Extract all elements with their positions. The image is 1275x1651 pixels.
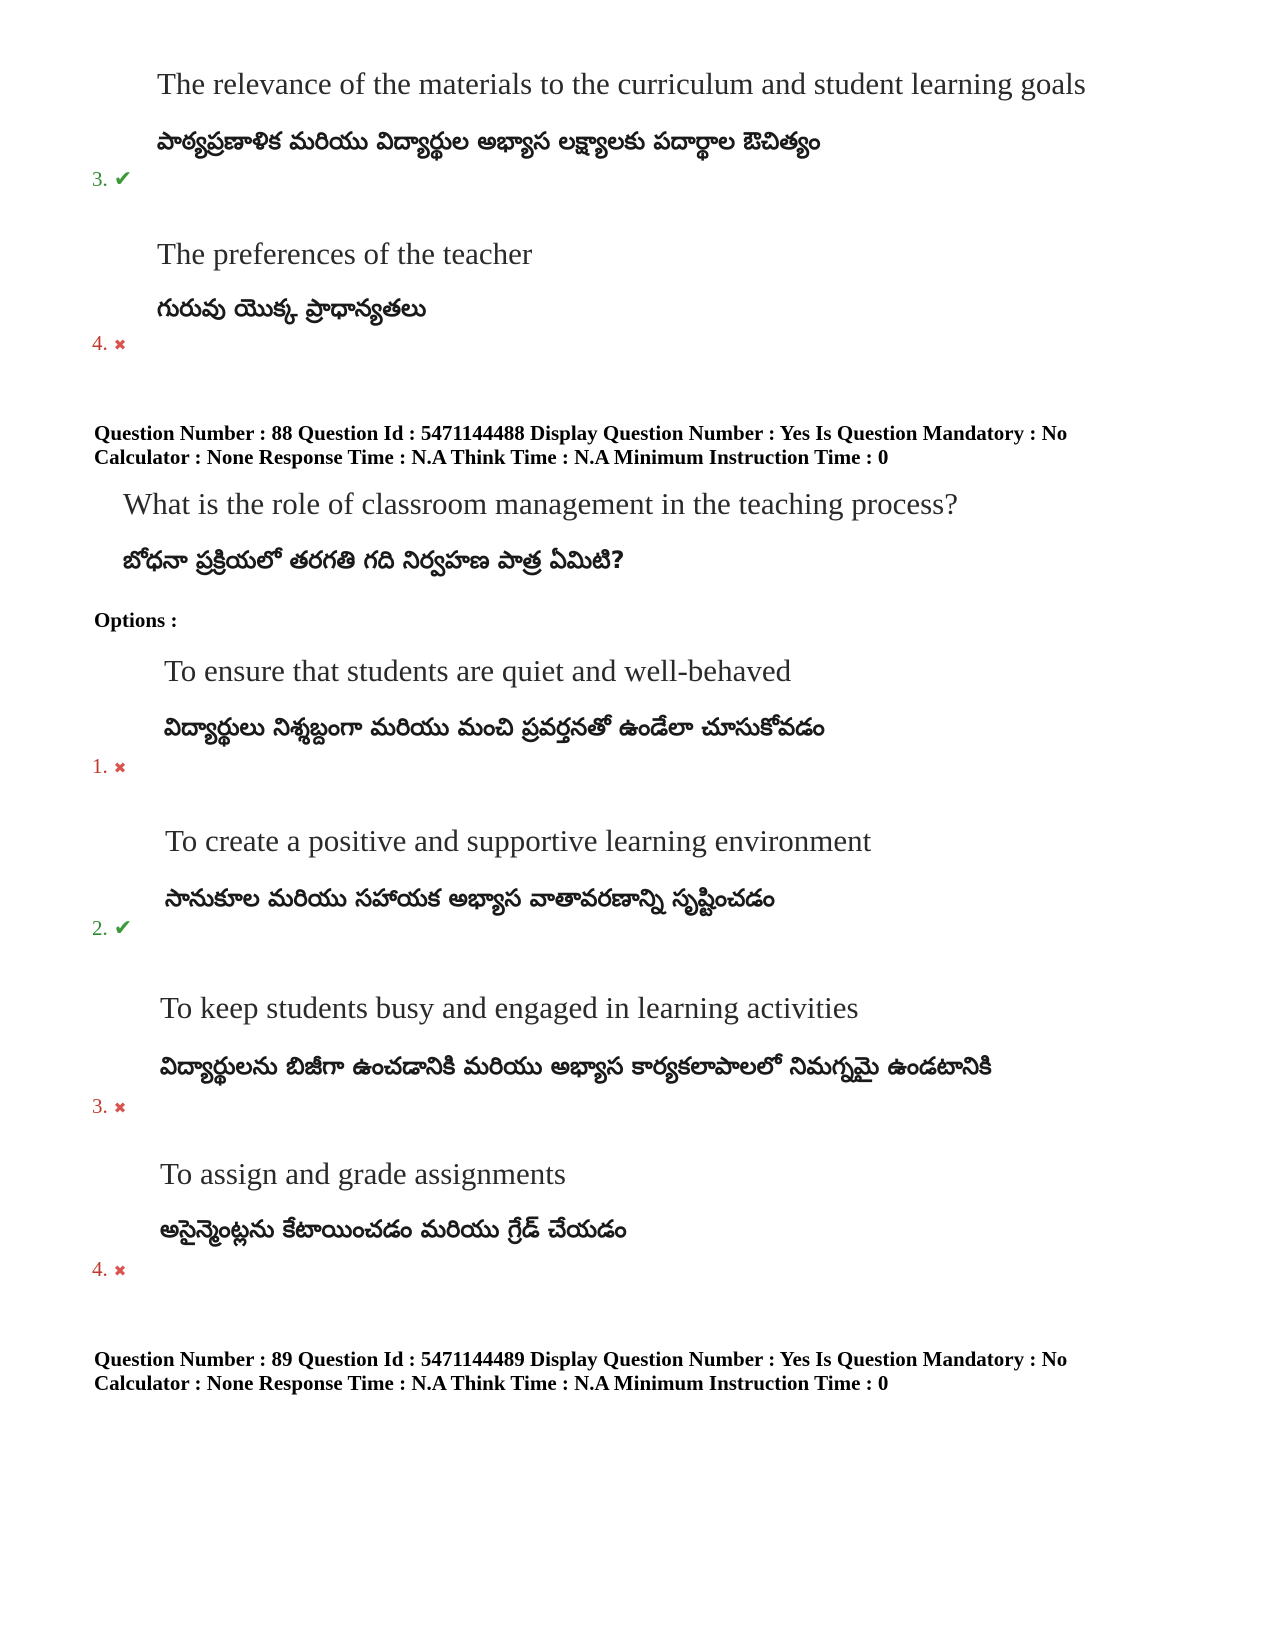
q88-option-2-english: To create a positive and supportive learning environment xyxy=(165,823,872,858)
cross-icon: ✖ xyxy=(113,759,127,777)
q88-option-4-telugu: అసైన్మెంట్లను కేటాయించడం మరియు గ్రేడ్ చేయడం xyxy=(160,1215,627,1243)
cross-icon: ✖ xyxy=(113,1099,127,1117)
question-88-meta-line2: Calculator : None Response Time : N.A Think Time : N.A Minimum Instruction Time : 0 xyxy=(94,445,889,469)
q88-option-1-english: To ensure that students are quiet and well-behaved xyxy=(164,653,792,688)
option-label-text: 3. xyxy=(92,167,108,191)
option-4-label xyxy=(92,331,126,356)
question-89-meta-line1: Question Number : 89 Question Id : 5471144489 Display Question Number : Yes Is Question Mandatory : No xyxy=(94,1347,1068,1371)
option-label-text: 3. xyxy=(92,1094,108,1118)
option-4-english: The preferences of the teacher xyxy=(157,236,533,271)
question-89-meta-line2: Calculator : None Response Time : N.A Think Time : N.A Minimum Instruction Time : 0 xyxy=(94,1371,889,1395)
q88-option-4-english: To assign and grade assignments xyxy=(160,1156,566,1191)
options-heading: Options : xyxy=(94,608,178,632)
q88-option-4-label xyxy=(92,1257,126,1282)
cross-icon: ✖ xyxy=(113,336,127,354)
option-label-text: 4. xyxy=(92,1257,108,1281)
q88-option-3-telugu: విద్యార్థులను బిజీగా ఉంచడానికి మరియు అభ్యాస కార్యకలాపాలలో నిమగ్నమై ఉండటానికి xyxy=(160,1052,992,1080)
option-label-text: 4. xyxy=(92,331,108,355)
q88-option-1-telugu: విద్యార్థులు నిశ్శబ్దంగా మరియు మంచి ప్రవర్తనతో ఉండేలా చూసుకోవడం xyxy=(164,713,825,741)
question-88-telugu: బోధనా ప్రక్రియలో తరగతి గది నిర్వహణ పాత్ర ఏమిటి? xyxy=(123,546,625,574)
q88-option-3-label xyxy=(92,1094,126,1119)
question-88-meta-line1: Question Number : 88 Question Id : 5471144488 Display Question Number : Yes Is Question Mandatory : No xyxy=(94,421,1068,445)
option-label-text: 2. xyxy=(92,916,108,940)
q88-option-3-english: To keep students busy and engaged in learning activities xyxy=(160,990,859,1025)
check-icon: ✔ xyxy=(113,167,133,192)
question-88-english: What is the role of classroom management in the teaching process? xyxy=(123,486,958,521)
option-3-telugu: పాఠ్యప్రణాళిక మరియు విద్యార్థుల అభ్యాస లక్ష్యాలకు పదార్థాల ఔచిత్యం xyxy=(157,127,821,155)
q88-option-2-label xyxy=(92,916,132,941)
option-label-text: 1. xyxy=(92,754,108,778)
option-4-telugu: గురువు యొక్క ప్రాధాన్యతలు xyxy=(157,294,427,322)
q88-option-2-telugu: సానుకూల మరియు సహాయక అభ్యాస వాతావరణాన్ని సృష్టించడం xyxy=(165,884,775,912)
option-3-label xyxy=(92,167,132,192)
option-3-english: The relevance of the materials to the curriculum and student learning goals xyxy=(157,66,1086,101)
cross-icon: ✖ xyxy=(113,1262,127,1280)
q88-option-1-label xyxy=(92,754,126,779)
check-icon: ✔ xyxy=(113,916,133,941)
